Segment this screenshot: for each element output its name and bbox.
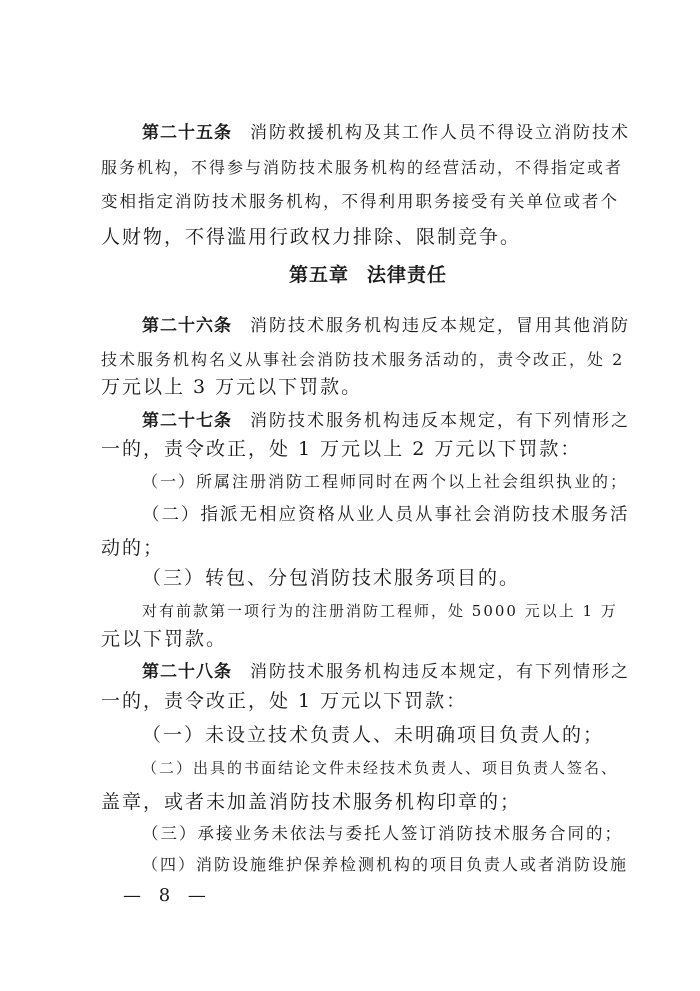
article-26-line-2: 技术服务机构名义从事社会消防技术服务活动的，责令改正，处 2	[101, 350, 625, 369]
article-27-item-3: （三）转包、分包消防技术服务项目的。	[142, 567, 521, 589]
article-28-line-2: 一的，责令改正，处 1 万元以下罚款：	[101, 690, 468, 712]
article-28-text-1: 消防技术服务机构违反本规定，有下列情形之	[250, 662, 630, 682]
article-27-item-2-cont: 动的；	[101, 537, 165, 559]
article-27-para-line-2: 元以下罚款。	[101, 628, 228, 650]
article-28-item-4: （四）消防设施维护保养检测机构的项目负责人或者消防设施	[142, 855, 629, 874]
article-26-line-3: 万元以上 3 万元以下罚款。	[101, 376, 363, 398]
article-25-line-4: 人财物，不得滥用行政权力排除、限制竞争。	[101, 226, 522, 248]
article-25-title: 第二十五条	[142, 123, 232, 143]
article-28-item-1: （一）未设立技术负责人、未明确项目负责人的；	[142, 724, 605, 746]
article-27-line-2: 一的，责令改正，处 1 万元以上 2 万元以下罚款：	[101, 438, 582, 460]
article-26-title: 第二十六条	[142, 316, 232, 336]
article-27-line-1	[142, 409, 630, 433]
article-25-line-3: 变相指定消防技术服务机构，不得利用职务接受有关单位或者个	[101, 192, 619, 211]
chapter-heading	[289, 263, 447, 287]
article-28-title: 第二十八条	[142, 662, 232, 682]
article-25-line-1	[142, 121, 630, 145]
article-27-para-line-1: 对有前款第一项行为的注册消防工程师，处 5000 元以上 1 万	[142, 602, 618, 620]
article-25-text-1: 消防救援机构及其工作人员不得设立消防技术	[250, 123, 630, 143]
article-25-line-2: 服务机构，不得参与消防技术服务机构的经营活动，不得指定或者	[101, 158, 624, 177]
article-28-item-2: （二）出具的书面结论文件未经技术负责人、项目负责人签名、	[142, 759, 619, 777]
article-28-item-3: （三）承接业务未依法与委托人签订消防技术服务合同的；	[142, 824, 623, 843]
article-26-text-1: 消防技术服务机构违反本规定，冒用其他消防	[250, 316, 630, 336]
article-28-item-2-cont: 盖章，或者未加盖消防技术服务机构印章的；	[101, 791, 522, 813]
article-27-title: 第二十七条	[142, 411, 232, 431]
article-26-line-1	[142, 314, 630, 338]
article-28-line-1	[142, 660, 630, 684]
article-27-item-1: （一）所属注册消防工程师同时在两个以上社会组织执业的；	[142, 472, 629, 491]
chapter-number: 第五章	[289, 264, 350, 286]
chapter-name: 法律责任	[367, 264, 448, 286]
page-number: — 8 —	[123, 885, 212, 906]
article-27-item-2: （二）指派无相应资格从业人员从事社会消防技术服务活	[142, 505, 630, 525]
article-27-text-1: 消防技术服务机构违反本规定，有下列情形之	[250, 411, 630, 431]
